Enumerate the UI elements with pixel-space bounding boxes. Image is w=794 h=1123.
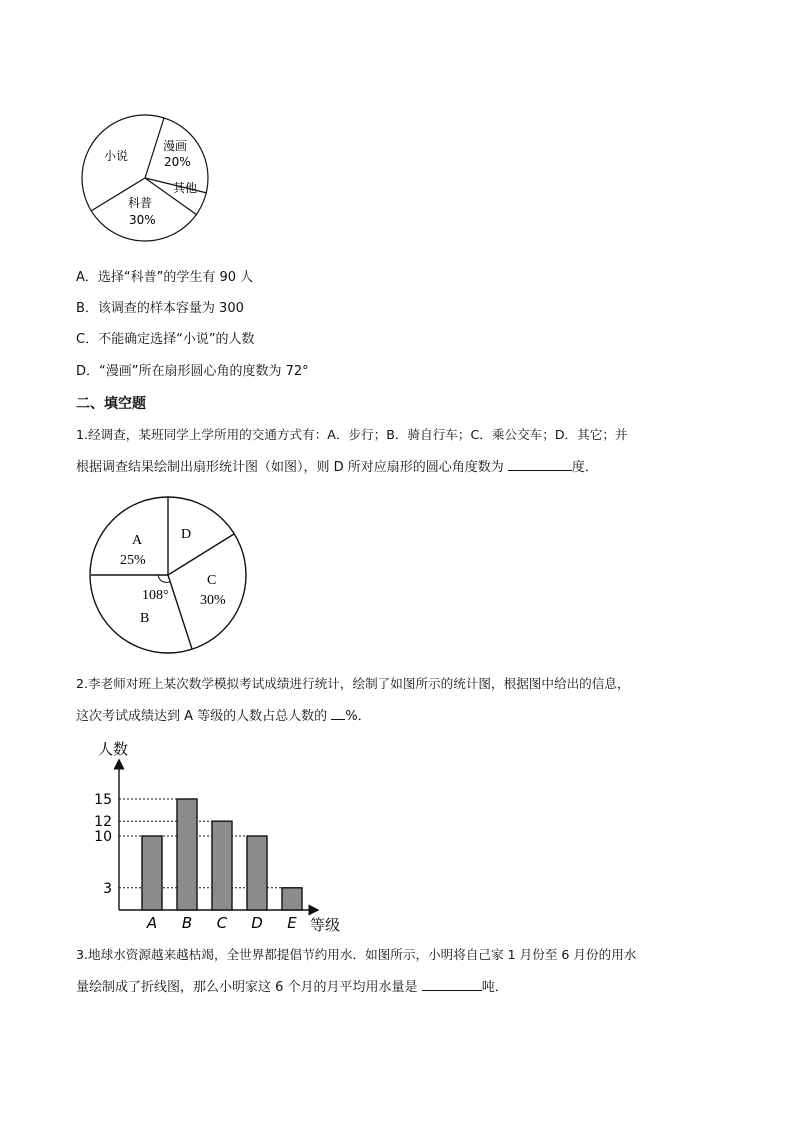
- q3-text-before: 量绘制成了折线图，那么小明家这 6 个月的月平均用水量是: [76, 980, 418, 995]
- q3-line2: [76, 976, 508, 998]
- option-b: [76, 299, 244, 319]
- slice-label-other: 其他: [173, 181, 198, 195]
- option-letter: B．: [76, 301, 98, 316]
- option-letter: D．: [76, 364, 100, 379]
- y-tick-label: 10: [94, 829, 112, 845]
- slice-label-comics: 漫画: [163, 139, 188, 153]
- x-tick-label: B: [181, 914, 193, 932]
- x-tick-label: A: [146, 914, 158, 932]
- slice-label-a: A: [132, 533, 143, 548]
- slice-value-a: 25%: [120, 553, 146, 568]
- q2-line1: 2.李老师对班上某次数学模拟考试成绩进行统计，绘制了如图所示的统计图，根据图中给出的信息，: [76, 676, 630, 691]
- q3-text-after: 吨．: [481, 980, 508, 995]
- x-tick-label: E: [287, 914, 297, 932]
- q1-line1: 1.经调查，某班同学上学所用的交通方式有：A．步行；B．骑自行车；C．乘公交车；D．其它；并: [76, 427, 628, 442]
- slice-value-b: 108°: [142, 588, 169, 603]
- option-c: [76, 330, 255, 350]
- bar-b: [177, 799, 197, 910]
- y-tick-label: 15: [94, 792, 112, 808]
- option-text: 不能确定选择“小说”的人数: [98, 332, 255, 347]
- option-d: [76, 362, 309, 382]
- option-letter: A．: [76, 270, 98, 285]
- grade-bar-chart: [86, 736, 352, 936]
- y-axis-label: 人数: [98, 740, 129, 758]
- slice-label-science: 科普: [128, 196, 153, 210]
- q2-text-before: 这次考试成绩达到 A 等级的人数占总人数的: [76, 709, 328, 724]
- slice-value-c: 30%: [200, 593, 226, 608]
- q3-line1: 3.地球水资源越来越枯竭，全世界都提倡节约用水．如图所示，小明将自己家 1 月份至 6 月份的用水: [76, 947, 637, 962]
- section-title: 二、填空题: [76, 396, 146, 412]
- q3-answer-blank[interactable]: [422, 976, 482, 991]
- slice-label-c: C: [207, 573, 217, 588]
- slice-label-novel: 小说: [104, 149, 129, 163]
- slice-value-comics: 20%: [164, 155, 191, 169]
- q1-text-after: 度．: [571, 460, 598, 475]
- bar-e: [282, 888, 302, 910]
- slice-label-d: D: [181, 527, 192, 542]
- q1-line2: [76, 456, 598, 478]
- option-text: 选择“科普”的学生有 90 人: [97, 270, 254, 285]
- x-tick-label: C: [216, 914, 228, 932]
- q2-text-after: %．: [345, 709, 371, 724]
- bar-a: [142, 836, 162, 910]
- transport-pie-chart: [88, 492, 252, 656]
- option-text: 该调查的样本容量为 300: [97, 301, 244, 316]
- q1-text-before: 根据调查结果绘制出扇形统计图（如图），则 D 所对应扇形的圆心角度数为: [76, 460, 504, 475]
- q1-answer-blank[interactable]: [508, 456, 572, 471]
- x-axis-label: 等级: [310, 916, 341, 934]
- option-a: [76, 268, 253, 288]
- y-tick-label: 3: [103, 880, 112, 897]
- reading-pie-chart: [78, 112, 214, 248]
- bar-d: [247, 836, 267, 910]
- option-letter: C．: [76, 332, 99, 347]
- slice-label-b: B: [140, 611, 150, 626]
- slice-value-science: 30%: [129, 213, 156, 227]
- bar-c: [212, 821, 232, 910]
- q2-line2: [76, 705, 371, 727]
- option-text: “漫画”所在扇形圆心角的度数为 72°: [99, 364, 309, 379]
- x-tick-label: D: [251, 914, 263, 932]
- y-tick-label: 12: [94, 814, 112, 831]
- q2-answer-blank[interactable]: [331, 705, 345, 720]
